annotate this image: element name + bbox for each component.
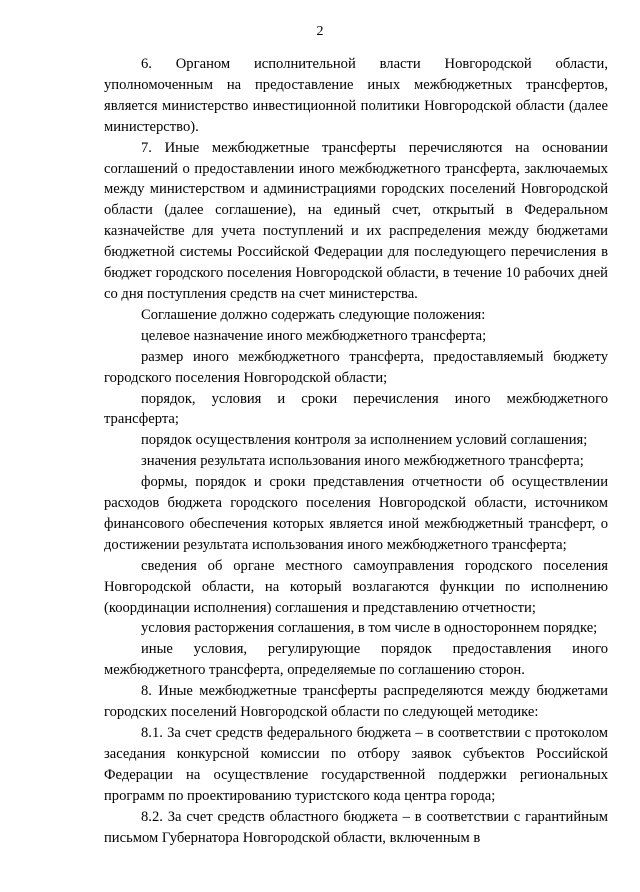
agreement-item-control: порядок осуществления контроля за исполнением условий соглашения; [141,432,588,449]
page-number: 2 [316,24,324,39]
agreement-item-reporting: формы, порядок и сроки представления отчетности об осуществлении расходов бюджета городского поселения Новгородской области, источником финансового обеспечения которых является иной межбюджетный трансферт, о достижении результата использования иного межбюджетного трансферта; [104,474,608,553]
agreement-item-transfer-terms: порядок, условия и сроки перечисления иного межбюджетного трансферта; [104,390,608,428]
paragraph-8: 8. Иные межбюджетные трансферты распределяются между бюджетами городских поселений Новгородской области по следующей методике: [104,683,608,721]
agreement-item-amount: размер иного межбюджетного трансферта, предоставляемый бюджету городского поселения Новгородской области; [104,348,608,386]
agreement-item-termination: условия расторжения соглашения, в том числе в одностороннем порядке; [141,620,598,637]
paragraph-8-2: 8.2. За счет средств областного бюджета – в соответствии с гарантийным письмом Губернатора Новгородской области, включенным в [104,808,608,846]
paragraph-8-1: 8.1. За счет средств федерального бюджета – в соответствии с протоколом заседания конкурсной комиссии по отбору заявок субъектов Российской Федерации на осуществление государственной поддержки региональных программ по проектированию туристского кода центра города; [104,725,608,804]
agreement-item-other-terms: иные условия, регулирующие порядок предоставления иного межбюджетного трансферта, определяемые по соглашению сторон. [104,641,608,679]
agreement-item-purpose: целевое назначение иного межбюджетного трансферта; [141,327,487,344]
agreement-intro: Соглашение должно содержать следующие положения: [141,306,486,323]
agreement-item-local-authority: сведения об органе местного самоуправления городского поселения Новгородской области, на который возлагаются функции по исполнению (координации исполнения) соглашения и представлению отчетности; [104,557,608,616]
document-body [104,54,608,848]
agreement-item-result-values: значения результата использования иного межбюджетного трансферта; [141,453,584,470]
paragraph-6: 6. Органом исполнительной власти Новгородской области, уполномоченным на предоставление иных межбюджетных трансфертов, является министерство инвестиционной политики Новгородской области (далее министерство). [104,56,608,135]
paragraph-7: 7. Иные межбюджетные трансферты перечисляются на основании соглашений о предоставлении иного межбюджетного трансферта, заключаемых между министерством и администрациями городских поселений Новгородской области (далее соглашение), на единый счет, открытый в Федеральном казначействе для учета поступлений и их распределения между бюджетами бюджетной системы Российской Федерации для последующего перечисления в бюджет городского поселения Новгородской области, в течение 10 рабочих дней со дня поступления средств на счет министерства. [104,139,608,302]
